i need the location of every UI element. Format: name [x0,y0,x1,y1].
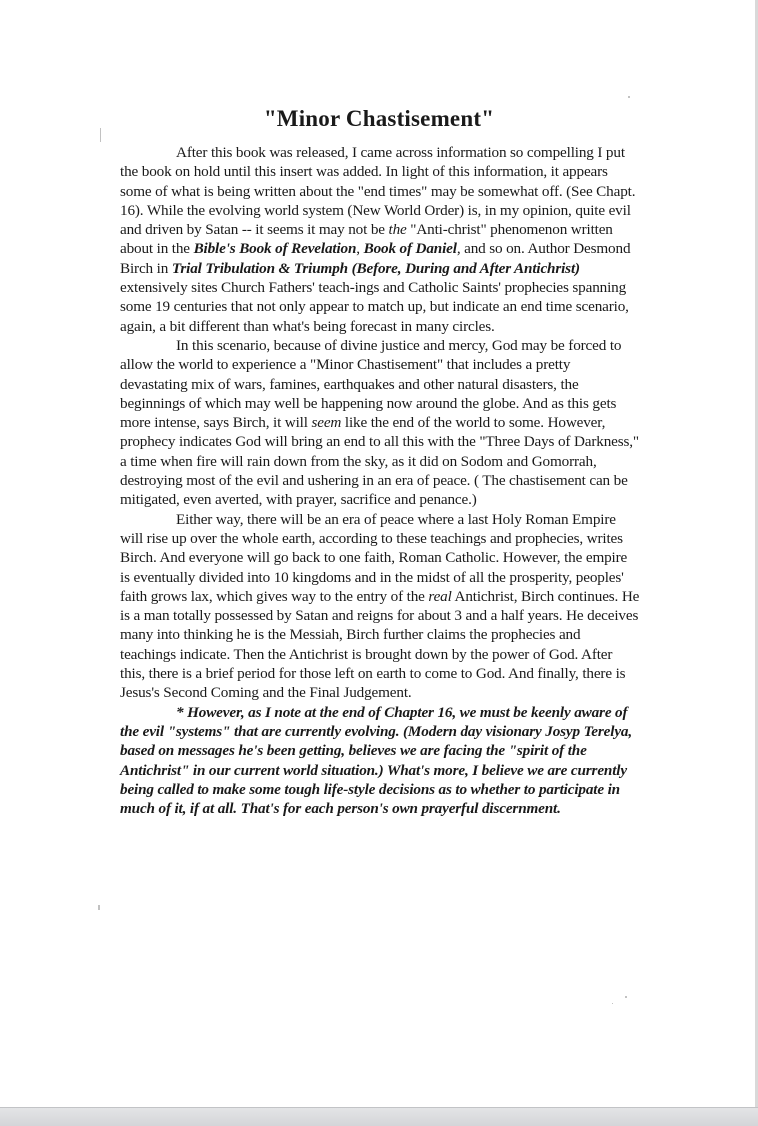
scan-speck [98,905,100,910]
p1-book-revelation: Bible's Book of Revelation [193,240,357,258]
p2-text-c: like the end of the world to some. However, prophecy indicates God will bring an end to all this with the "Three Days of Darkness," a time when fire will rain down from the sky, as it did on Sodom and Gomorrah, destroying most of the evil and ushering in an era of peace. ( The chastisement can be mitigated, even averted, with prayer, sacrifice and penance.) [120,414,639,509]
viewer-bottom-bar [0,1107,758,1126]
document-body [120,143,640,818]
paragraph-3 [120,510,640,703]
document-title: "Minor Chastisement" [263,106,495,131]
paragraph-note: * However, as I note at the end of Chapter 16, we must be keenly aware of the evil "systems" that are currently evolving. (Modern day visionary Josyp Terelya, based on messages he's been getting, believes we are facing the "spirit of the Antichrist" in our current world situation.) What's more, I believe we are currently being called to make some tough life-style decisions as to whether to participate in much of it, if at all. That's for each person's own prayerful discernment. [120,703,633,818]
scan-speck [625,996,627,998]
p1-book-daniel: Book of Daniel [363,240,457,258]
p3-text-a: Either way, there will be an era of peace where a last Holy Roman Empire will rise up over the whole earth, according to these teachings and prophecies, writes Birch. And everyone will go back to one faith, Roman Catholic. However, the empire is eventually divided into 10 kingdoms and in the midst of all the prosperity, peoples' faith grows lax, which gives way to the entry of the [120,510,628,605]
p1-text-g: , and so on. Author Desmond Birch in [120,240,631,277]
paragraph-2 [120,336,640,510]
p1-emph-the: the [388,221,407,239]
p3-text-c: Antichrist, Birch continues. He is a man totally possessed by Satan and reigns for about 3 and a half years. He deceives many into thinking he is the Messiah, Birch further claims the prophecies and teachings indicate. Then the Antichrist is brought down by the power of God. After this, there is a brief period for those left on earth to come to God. And finally, there is Jesus's Second Coming and the Final Judgement. [120,587,640,702]
p1-text-c: "Anti-christ" phenomenon written about in the [120,221,613,258]
scan-speck [612,1003,613,1004]
p1-book-trial-tribulation: Trial Tribulation & Triumph (Before, During and After Antichrist) [171,259,580,277]
p1-text-i: extensively sites Church Fathers' teach-ings and Catholic Saints' prophecies spanning some 19 centuries that not only appear to match up, but indicate an end time scenario, again, a bit different than what's being forecast in many circles. [120,279,629,335]
scan-speck [628,96,630,98]
paragraph-1 [120,143,640,336]
p2-text-a: In this scenario, because of divine justice and mercy, God may be forced to allow the world to experience a "Minor Chastisement" that includes a pretty devastating mix of wars, famines, earthquakes and other natural disasters, the beginnings of which may well be happening now around the globe. And as this gets more intense, says Birch, it will [120,336,622,432]
p2-emph-seem: seem [311,414,342,432]
p3-emph-real: real [428,587,452,605]
p1-text-a: After this book was released, I came across information so compelling I put the book on hold until this insert was added. In light of this information, it appears some of what is being written about the "end times" may be somewhat off. (See Chapt. 16). While the evolving world system (New World Order) is, in my opinion, quite evil and driven by Satan -- it seems it may not be [120,144,636,239]
p1-text-e: , [356,240,364,258]
